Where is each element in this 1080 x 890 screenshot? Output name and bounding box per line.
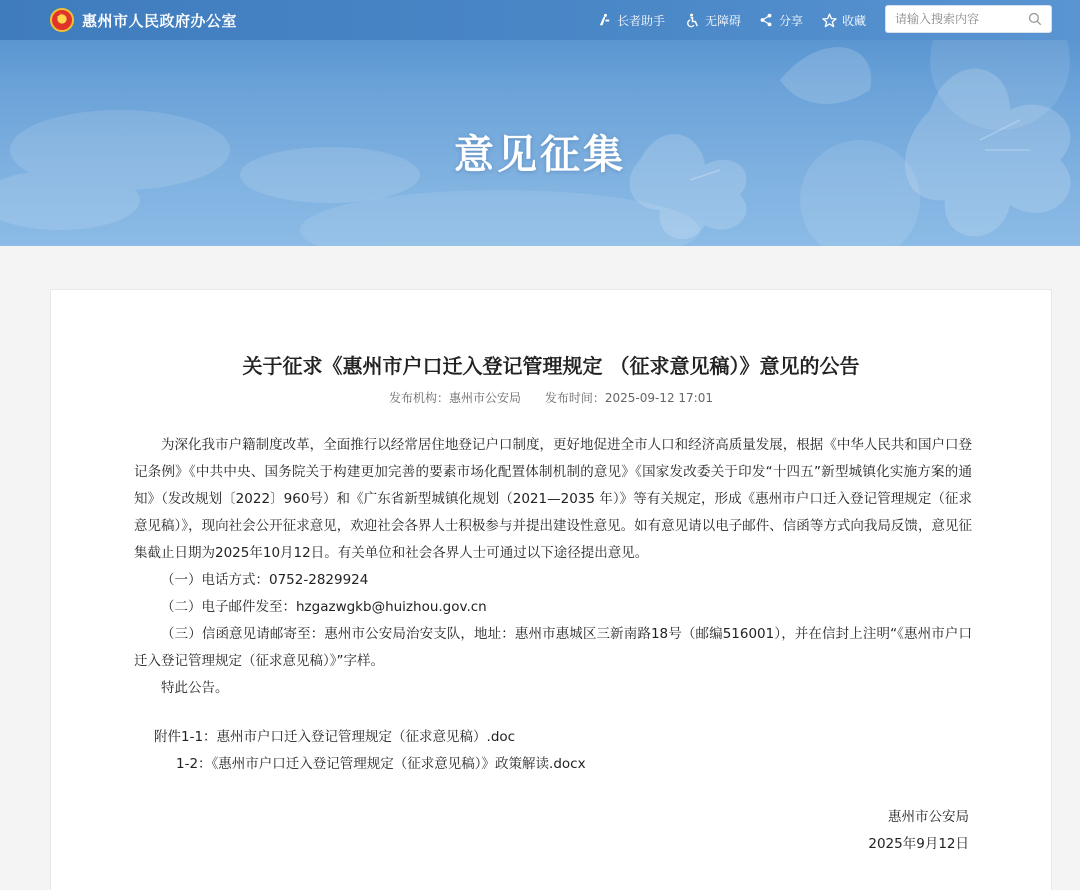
- signature-date: 2025年9月12日: [868, 836, 969, 852]
- share-icon: [758, 12, 774, 28]
- attachment-row: [154, 724, 586, 751]
- search-input[interactable]: [886, 6, 1016, 32]
- contact-email: （二）电子邮件发至：hzgazwgkb@huizhou.gov.cn: [161, 599, 487, 615]
- site-name[interactable]: 惠州市人民政府办公室: [82, 11, 238, 30]
- accessibility-button[interactable]: [684, 11, 741, 29]
- signature: [868, 804, 969, 858]
- attachment-row: [154, 751, 586, 778]
- attachments: [154, 724, 586, 778]
- article-body: [134, 432, 972, 702]
- publish-time-label: 发布时间：: [544, 391, 605, 405]
- favorite-label: 收藏: [842, 13, 867, 28]
- share-button[interactable]: [758, 11, 803, 29]
- article-title: 关于征求《惠州市户口迁入登记管理规定 （征求意见稿）》意见的公告: [242, 354, 860, 378]
- closing-text: 特此公告。: [161, 680, 229, 696]
- banner-title: 意见征集: [454, 132, 626, 178]
- national-emblem-icon: [50, 8, 74, 32]
- accessibility-label: 无障碍: [705, 13, 742, 28]
- attachment-prefix: 附件1-1：: [154, 729, 217, 745]
- attachment-link-docx[interactable]: 《惠州市户口迁入登记管理规定（征求意见稿）》政策解读.docx: [211, 756, 586, 772]
- article-card: [50, 289, 1052, 890]
- elder-helper-button[interactable]: [596, 11, 665, 29]
- search-icon[interactable]: [1028, 12, 1042, 26]
- publisher-label: 发布机构：: [388, 391, 449, 405]
- star-icon: [821, 12, 837, 28]
- favorite-button[interactable]: [821, 11, 866, 29]
- attachment-link-doc[interactable]: 惠州市户口迁入登记管理规定（征求意见稿）.doc: [216, 729, 516, 745]
- article-meta: [51, 389, 1051, 406]
- contact-phone: （一）电话方式：0752-2829924: [161, 572, 369, 588]
- publisher-value: 惠州市公安局: [449, 391, 522, 405]
- site-brand[interactable]: [50, 7, 237, 33]
- signature-org: 惠州市公安局: [888, 809, 969, 825]
- publish-time-value: 2025-09-12 17:01: [604, 391, 713, 405]
- elder-helper-icon: [596, 12, 612, 28]
- share-label: 分享: [779, 13, 804, 28]
- contact-mail: （三）信函意见请邮寄至：惠州市公安局治安支队，地址：惠州市惠城区三新南路18号（邮编516001），并在信封上注明“《惠州市户口迁入登记管理规定（征求意见稿）》”字样。: [134, 626, 972, 669]
- top-navigation-bar: [0, 0, 1080, 40]
- publisher-info: [389, 391, 521, 405]
- intro-paragraph: 为深化我市户籍制度改革，全面推行以经常居住地登记户口制度，更好地促进全市人口和经济高质量发展，根据《中华人民共和国户口登记条例》《中共中央、国务院关于构建更加完善的要素市场化配置体制机制的意见》《国家发改委关于印发“十四五”新型城镇化实施方案的通知》（发改规划〔2022〕960号）和《广东省新型城镇化规划（2021—2035 年）》等有关规定，形成《惠州市户口迁入登记管理规定（征求意见稿）》，现向社会公开征求意见，欢迎社会各界人士积极参与并提出建设性意见。如有意见请以电子邮件、信函等方式向我局反馈，意见征集截止日期为2025年10月12日。有关单位和社会各界人士可通过以下途径提出意见。: [134, 437, 972, 561]
- search-box: [885, 5, 1052, 33]
- elder-helper-label: 长者助手: [617, 13, 666, 28]
- attachment-prefix: 1-2：: [176, 756, 212, 772]
- publish-time-info: [545, 391, 713, 405]
- accessibility-icon: [684, 12, 700, 28]
